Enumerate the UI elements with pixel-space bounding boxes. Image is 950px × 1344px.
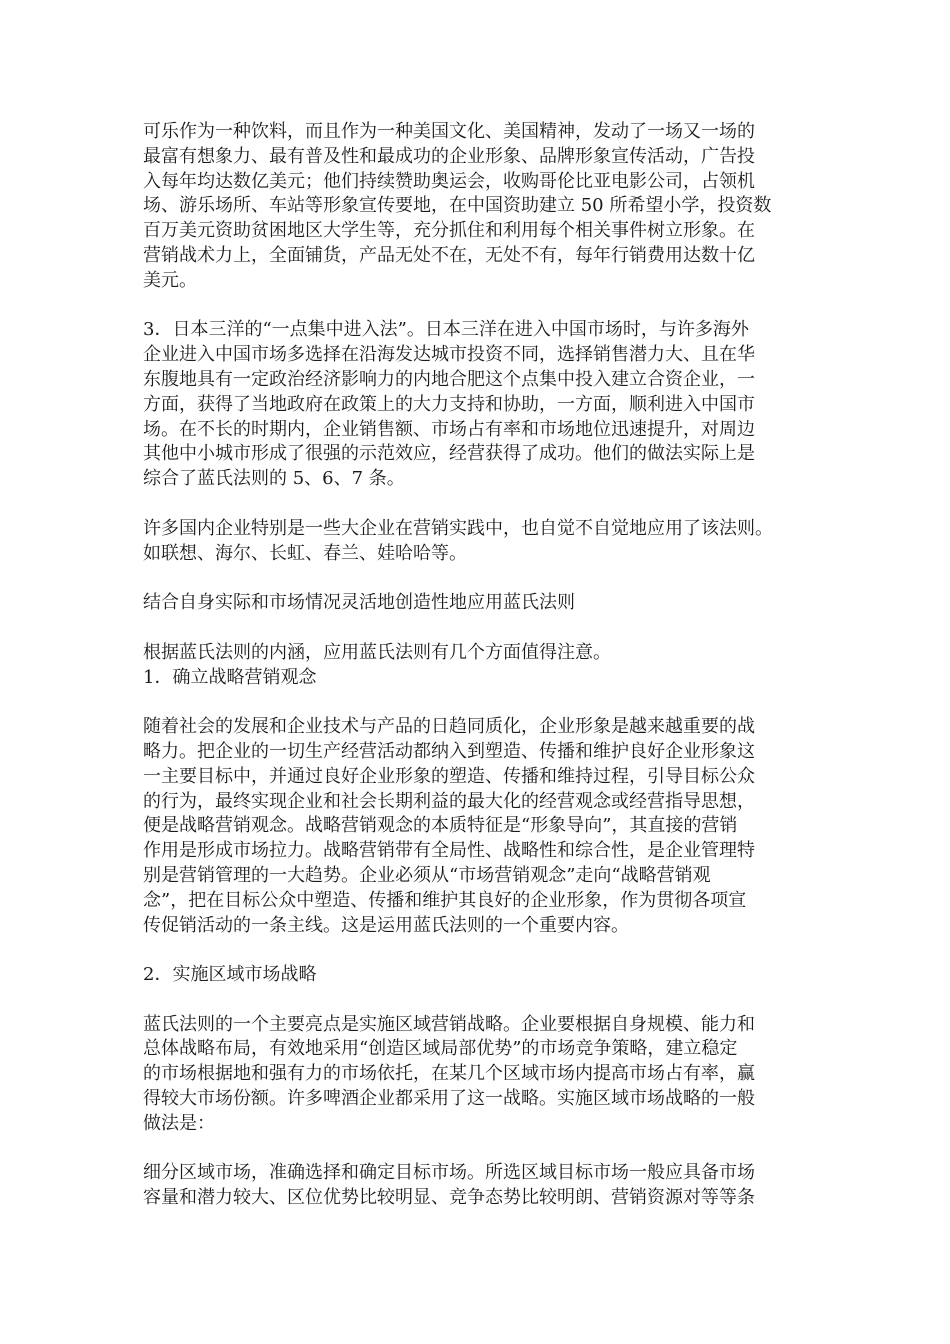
paragraph-coca-cola — [143, 120, 813, 294]
text-line: 的行为，最终实现企业和社会长期利益的最大化的经营观念或经营指导思想， — [143, 790, 755, 812]
text-line: 的市场根据地和强有力的市场依托，在某几个区域市场内提高市场占有率，赢 — [143, 1063, 755, 1085]
text-line: 最富有想象力、最有普及性和最成功的企业形象、品牌形象宣传活动，广告投 — [143, 145, 755, 167]
text-line: 传促销活动的一条主线。这是运用蓝氏法则的一个重要内容。 — [143, 914, 629, 936]
text-line: 美元。 — [143, 269, 197, 291]
text-line: 综合了蓝氏法则的 5、6、7 条。 — [143, 468, 405, 490]
paragraph-gap — [143, 492, 813, 517]
document-body — [143, 120, 813, 1211]
text-line: 细分区域市场，准确选择和确定目标市场。所选区域目标市场一般应具备市场 — [143, 1162, 755, 1184]
text-line: 1．确立战略营销观念 — [143, 666, 317, 688]
text-line: 百万美元资助贫困地区大学生等，充分抓住和利用每个相关事件树立形象。在 — [143, 220, 755, 242]
paragraph-gap — [143, 1137, 813, 1162]
text-line: 随着社会的发展和企业技术与产品的日趋同质化，企业形象是越来越重要的战 — [143, 716, 755, 738]
text-line: 企业进入中国市场多选择在沿海发达城市投资不同，选择销售潜力大、且在华 — [143, 344, 755, 366]
text-line: 念”，把在目标公众中塑造、传播和维护其良好的企业形象，作为贯彻各项宣 — [143, 889, 747, 911]
text-line: 略力。把企业的一切生产经营活动都纳入到塑造、传播和维护良好企业形象这 — [143, 740, 755, 762]
text-line: 其他中小城市形成了很强的示范效应，经营获得了成功。他们的做法实际上是 — [143, 443, 755, 465]
text-line: 3．日本三洋的“一点集中进入法”。日本三洋在进入中国市场时，与许多海外 — [143, 319, 749, 341]
text-line: 别是营销管理的一大趋势。企业必须从“市场营销观念”走向“战略营销观 — [143, 864, 711, 886]
text-line: 可乐作为一种饮料，而且作为一种美国文化、美国精神，发动了一场又一场的 — [143, 121, 755, 142]
text-line: 得较大市场份额。许多啤酒企业都采用了这一战略。实施区域市场战略的一般 — [143, 1088, 755, 1110]
text-line: 便是战略营销观念。战略营销观念的本质特征是“形象导向”，其直接的营销 — [143, 815, 738, 837]
text-line: 许多国内企业特别是一些大企业在营销实践中，也自觉不自觉地应用了该法则。 — [143, 517, 773, 539]
paragraph-gap — [143, 938, 813, 963]
text-line: 作用是形成市场拉力。战略营销带有全局性、战略性和综合性，是企业管理特 — [143, 840, 755, 862]
text-line: 2．实施区域市场战略 — [143, 964, 317, 986]
paragraph-intro — [143, 641, 813, 691]
paragraph-regional-marketing — [143, 1013, 813, 1137]
paragraph-market-segmentation — [143, 1161, 813, 1211]
paragraph-gap — [143, 690, 813, 715]
text-line: 营销战术力上，全面铺货，产品无处不在，无处不有，每年行销费用达数十亿 — [143, 244, 755, 266]
text-line: 场、游乐场所、车站等形象宣传要地，在中国资助建立 50 所希望小学，投资数 — [143, 195, 772, 217]
paragraph-sanyo — [143, 318, 813, 492]
text-line: 结合自身实际和市场情况灵活地创造性地应用蓝氏法则 — [143, 592, 575, 614]
paragraph-domestic-firms — [143, 517, 813, 567]
text-line: 一主要目标中，并通过良好企业形象的塑造、传播和维持过程，引导目标公众 — [143, 765, 755, 787]
text-line: 根据蓝氏法则的内涵，应用蓝氏法则有几个方面值得注意。 — [143, 641, 611, 663]
paragraph-gap — [143, 566, 813, 591]
subheading-regional-strategy — [143, 963, 813, 988]
paragraph-gap — [143, 294, 813, 319]
paragraph-strategic-marketing — [143, 715, 813, 938]
text-line: 蓝氏法则的一个主要亮点是实施区域营销战略。企业要根据自身规模、能力和 — [143, 1013, 755, 1035]
text-line: 做法是： — [143, 1112, 215, 1134]
text-line: 场。在不长的时期内，企业销售额、市场占有率和市场地位迅速提升，对周边 — [143, 418, 755, 440]
text-line: 容量和潜力较大、区位优势比较明显、竞争态势比较明朗、营销资源对等等条 — [143, 1187, 755, 1209]
text-line: 入每年均达数亿美元；他们持续赞助奥运会，收购哥伦比亚电影公司，占领机 — [143, 170, 755, 192]
text-line: 东腹地具有一定政治经济影响力的内地合肥这个点集中投入建立合资企业，一 — [143, 368, 755, 390]
text-line: 总体战略布局，有效地采用“创造区域局部优势”的市场竞争策略，建立稳定 — [143, 1038, 738, 1060]
text-line: 方面，获得了当地政府在政策上的大力支持和协助，一方面，顺利进入中国市 — [143, 393, 755, 415]
paragraph-gap — [143, 616, 813, 641]
section-heading — [143, 591, 813, 616]
paragraph-gap — [143, 988, 813, 1013]
text-line: 如联想、海尔、长虹、春兰、娃哈哈等。 — [143, 542, 467, 564]
